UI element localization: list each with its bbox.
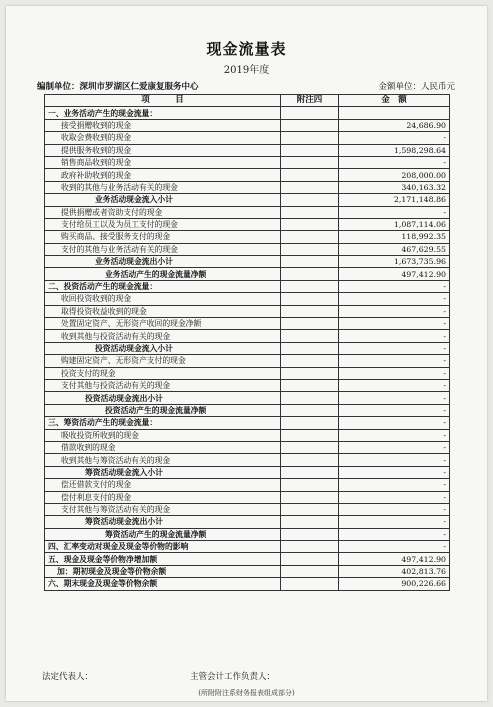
row-note [281, 318, 339, 330]
table-row [45, 342, 450, 354]
table-row [45, 132, 450, 144]
row-amount: 208,000.00 [339, 169, 450, 181]
table-row [45, 417, 450, 429]
footnote: (所附附注系财务报表组成部分) [198, 689, 295, 697]
row-label: 业务活动产生的现金流量净额 [45, 268, 281, 280]
table-row [45, 330, 450, 342]
row-label: 筹资活动产生的现金流量净额 [45, 528, 281, 540]
row-label: 投资活动现金流入小计 [45, 342, 281, 354]
row-label: 四、汇率变动对现金及现金等价物的影响 [45, 541, 281, 553]
table-row [45, 454, 450, 466]
table-row [45, 107, 450, 119]
row-note [281, 256, 339, 268]
row-label: 投资活动产生的现金流量净额 [45, 404, 281, 416]
row-note [281, 144, 339, 156]
table-row [45, 156, 450, 168]
header-amount: 金 额 [339, 95, 450, 107]
row-label: 提供捐赠或者资助支付的现金 [45, 206, 281, 218]
row-note [281, 107, 339, 119]
table-row [45, 392, 450, 404]
row-note [281, 417, 339, 429]
row-amount: 402,813.76 [339, 565, 450, 577]
row-note [281, 503, 339, 515]
row-label: 收到的其他与业务活动有关的现金 [45, 181, 281, 193]
row-label: 收取会费收到的现金 [45, 132, 281, 144]
row-amount: - [339, 355, 450, 367]
row-amount: - [339, 156, 450, 168]
table-row [45, 318, 450, 330]
row-amount [339, 107, 450, 119]
table-row [45, 404, 450, 416]
row-amount: - [339, 318, 450, 330]
table-row [45, 268, 450, 280]
row-amount: 118,992.35 [339, 231, 450, 243]
row-note [281, 454, 339, 466]
table-row [45, 218, 450, 230]
row-note [281, 280, 339, 292]
row-amount: - [339, 379, 450, 391]
row-note [281, 441, 339, 453]
row-amount: - [339, 404, 450, 416]
row-note [281, 231, 339, 243]
table-row [45, 528, 450, 540]
reporting-entity: 编制单位：深圳市罗湖区仁爱康复服务中心 [37, 82, 199, 92]
row-label: 支付的其他与业务活动有关的现金 [45, 243, 281, 255]
row-amount: - [339, 330, 450, 342]
legal-representative-label: 法定代表人： [42, 672, 94, 682]
table-row [45, 280, 450, 292]
table-row [45, 355, 450, 367]
table-row [45, 119, 450, 131]
row-note [281, 305, 339, 317]
table-row [45, 379, 450, 391]
row-amount: - [339, 367, 450, 379]
report-year: 2019年度 [223, 65, 270, 76]
row-amount: - [339, 491, 450, 503]
row-label: 接受捐赠收到的现金 [45, 119, 281, 131]
row-amount: 1,673,735.96 [339, 256, 450, 268]
row-note [281, 243, 339, 255]
row-label: 一、业务活动产生的现金流量： [45, 107, 281, 119]
row-label: 支付给员工以及为员工支付的现金 [45, 218, 281, 230]
row-label: 收到其他与投资活动有关的现金 [45, 330, 281, 342]
row-label: 三、筹资活动产生的现金流量： [45, 417, 281, 429]
row-amount: 1,087,114.06 [339, 218, 450, 230]
document-title: 现金流量表 [206, 40, 287, 58]
row-label: 支付其他与筹资活动有关的现金 [45, 503, 281, 515]
row-label: 六、期末现金及现金等价物余额 [45, 578, 281, 590]
row-amount: - [339, 528, 450, 540]
row-amount: - [339, 417, 450, 429]
table-row [45, 144, 450, 156]
row-amount: - [339, 132, 450, 144]
row-note [281, 565, 339, 577]
table-row [45, 293, 450, 305]
row-amount: - [339, 503, 450, 515]
row-note [281, 404, 339, 416]
row-note [281, 516, 339, 528]
row-note [281, 429, 339, 441]
table-row [45, 305, 450, 317]
row-note [281, 132, 339, 144]
row-label: 投资活动现金流出小计 [45, 392, 281, 404]
row-amount: 24,686.90 [339, 119, 450, 131]
table-row [45, 553, 450, 565]
table-row [45, 466, 450, 478]
row-label: 投资支付的现金 [45, 367, 281, 379]
row-amount: - [339, 441, 450, 453]
table-row [45, 429, 450, 441]
row-label: 处置固定资产、无形资产收回的现金净额 [45, 318, 281, 330]
row-label: 借款收到的现金 [45, 441, 281, 453]
row-label: 购买商品、接受服务支付的现金 [45, 231, 281, 243]
row-label: 提供服务收到的现金 [45, 144, 281, 156]
accounting-head-label: 主管会计工作负责人： [190, 672, 276, 682]
row-label: 取得投资收益收到的现金 [45, 305, 281, 317]
table-row [45, 578, 450, 590]
row-label: 加：期初现金及现金等价物余额 [45, 565, 281, 577]
row-note [281, 491, 339, 503]
header-note: 附注四 [281, 95, 339, 107]
row-label: 业务活动现金流入小计 [45, 194, 281, 206]
row-note [281, 268, 339, 280]
row-label: 收回投资收到的现金 [45, 293, 281, 305]
row-note [281, 367, 339, 379]
row-note [281, 342, 339, 354]
cash-flow-table [44, 94, 450, 591]
row-note [281, 293, 339, 305]
row-amount: - [339, 466, 450, 478]
row-label: 偿还借款支付的现金 [45, 479, 281, 491]
row-amount: - [339, 479, 450, 491]
row-amount: 1,598,298.64 [339, 144, 450, 156]
row-amount: - [339, 305, 450, 317]
row-note [281, 379, 339, 391]
table-row [45, 256, 450, 268]
table-header-row [45, 95, 450, 107]
table-row [45, 541, 450, 553]
row-note [281, 218, 339, 230]
row-label: 购建固定资产、无形资产支付的现金 [45, 355, 281, 367]
row-amount: - [339, 293, 450, 305]
table-row [45, 206, 450, 218]
row-amount: - [339, 342, 450, 354]
row-note [281, 541, 339, 553]
row-note [281, 479, 339, 491]
row-amount: - [339, 392, 450, 404]
table-row [45, 243, 450, 255]
table-row [45, 181, 450, 193]
table-row [45, 503, 450, 515]
table-row [45, 491, 450, 503]
table-row [45, 231, 450, 243]
row-note [281, 466, 339, 478]
row-label: 筹资活动现金流入小计 [45, 466, 281, 478]
row-note [281, 194, 339, 206]
row-amount: - [339, 206, 450, 218]
row-amount: 2,171,148.86 [339, 194, 450, 206]
row-label: 二、投资活动产生的现金流量： [45, 280, 281, 292]
table-row [45, 367, 450, 379]
row-amount: - [339, 280, 450, 292]
row-label: 偿付利息支付的现金 [45, 491, 281, 503]
table-row [45, 479, 450, 491]
currency-unit: 金额单位：人民币元 [378, 82, 455, 92]
row-amount: 467,629.55 [339, 243, 450, 255]
row-amount: 900,226.66 [339, 578, 450, 590]
row-note [281, 355, 339, 367]
row-note [281, 156, 339, 168]
row-label: 吸收投资所收到的现金 [45, 429, 281, 441]
row-note [281, 392, 339, 404]
row-amount: 497,412.90 [339, 268, 450, 280]
row-label: 支付其他与投资活动有关的现金 [45, 379, 281, 391]
row-label: 筹资活动现金流出小计 [45, 516, 281, 528]
row-note [281, 578, 339, 590]
row-label: 收到其他与筹资活动有关的现金 [45, 454, 281, 466]
row-amount: - [339, 454, 450, 466]
row-note [281, 330, 339, 342]
row-label: 销售商品收到的现金 [45, 156, 281, 168]
table-row [45, 565, 450, 577]
table-row [45, 441, 450, 453]
table-row [45, 194, 450, 206]
row-note [281, 206, 339, 218]
header-item: 项 目 [45, 95, 281, 107]
row-amount: - [339, 516, 450, 528]
row-amount: - [339, 541, 450, 553]
row-amount: 497,412.90 [339, 553, 450, 565]
row-label: 政府补助收到的现金 [45, 169, 281, 181]
row-note [281, 528, 339, 540]
row-note [281, 169, 339, 181]
row-amount: - [339, 429, 450, 441]
row-label: 五、现金及现金等价物净增加额 [45, 553, 281, 565]
row-amount: 340,163.32 [339, 181, 450, 193]
row-note [281, 181, 339, 193]
row-label: 业务活动现金流出小计 [45, 256, 281, 268]
row-note [281, 553, 339, 565]
table-row [45, 169, 450, 181]
table-row [45, 516, 450, 528]
row-note [281, 119, 339, 131]
